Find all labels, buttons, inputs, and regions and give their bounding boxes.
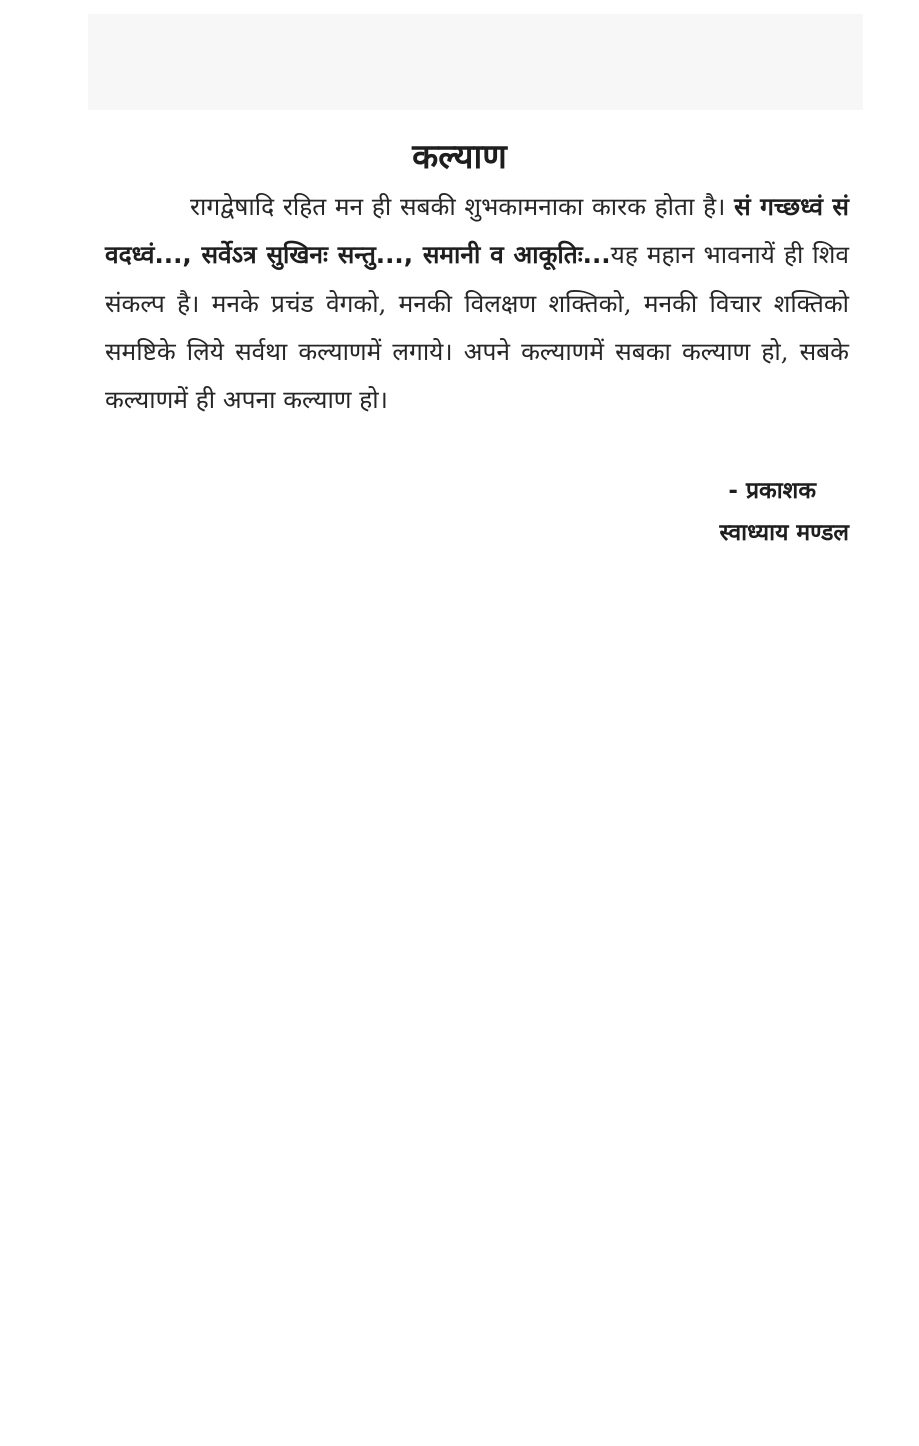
- page-title: कल्याण: [412, 136, 507, 177]
- signature-organization: स्वाध्याय मण्डल: [719, 520, 849, 546]
- paragraph-quote: सं गच्छध्वं सं वदध्वं..., सर्वेऽत्र सुखिनः सन्तु..., समानी व आकूतिः...: [105, 192, 849, 270]
- paragraph-intro: रागद्वेषादि रहित मन ही सबकी शुभकामनाका कारक होता है।: [190, 192, 735, 221]
- signature-publisher: - प्रकाशक: [728, 478, 816, 504]
- header-shade: [88, 14, 863, 110]
- signature-block: [719, 470, 849, 554]
- paragraph-rest: यह महान भावनायें ही शिव संकल्प है। मनके प्रचंड वेगको, मनकी विलक्षण शक्तिको, मनकी विचार शक्तिको समष्टिके लिये सर्वथा कल्याणमें लगाये। अपने कल्याणमें सबका कल्याण हो, सबके कल्याणमें ही अपना कल्याण हो।: [105, 240, 849, 415]
- body-paragraph: [105, 183, 849, 424]
